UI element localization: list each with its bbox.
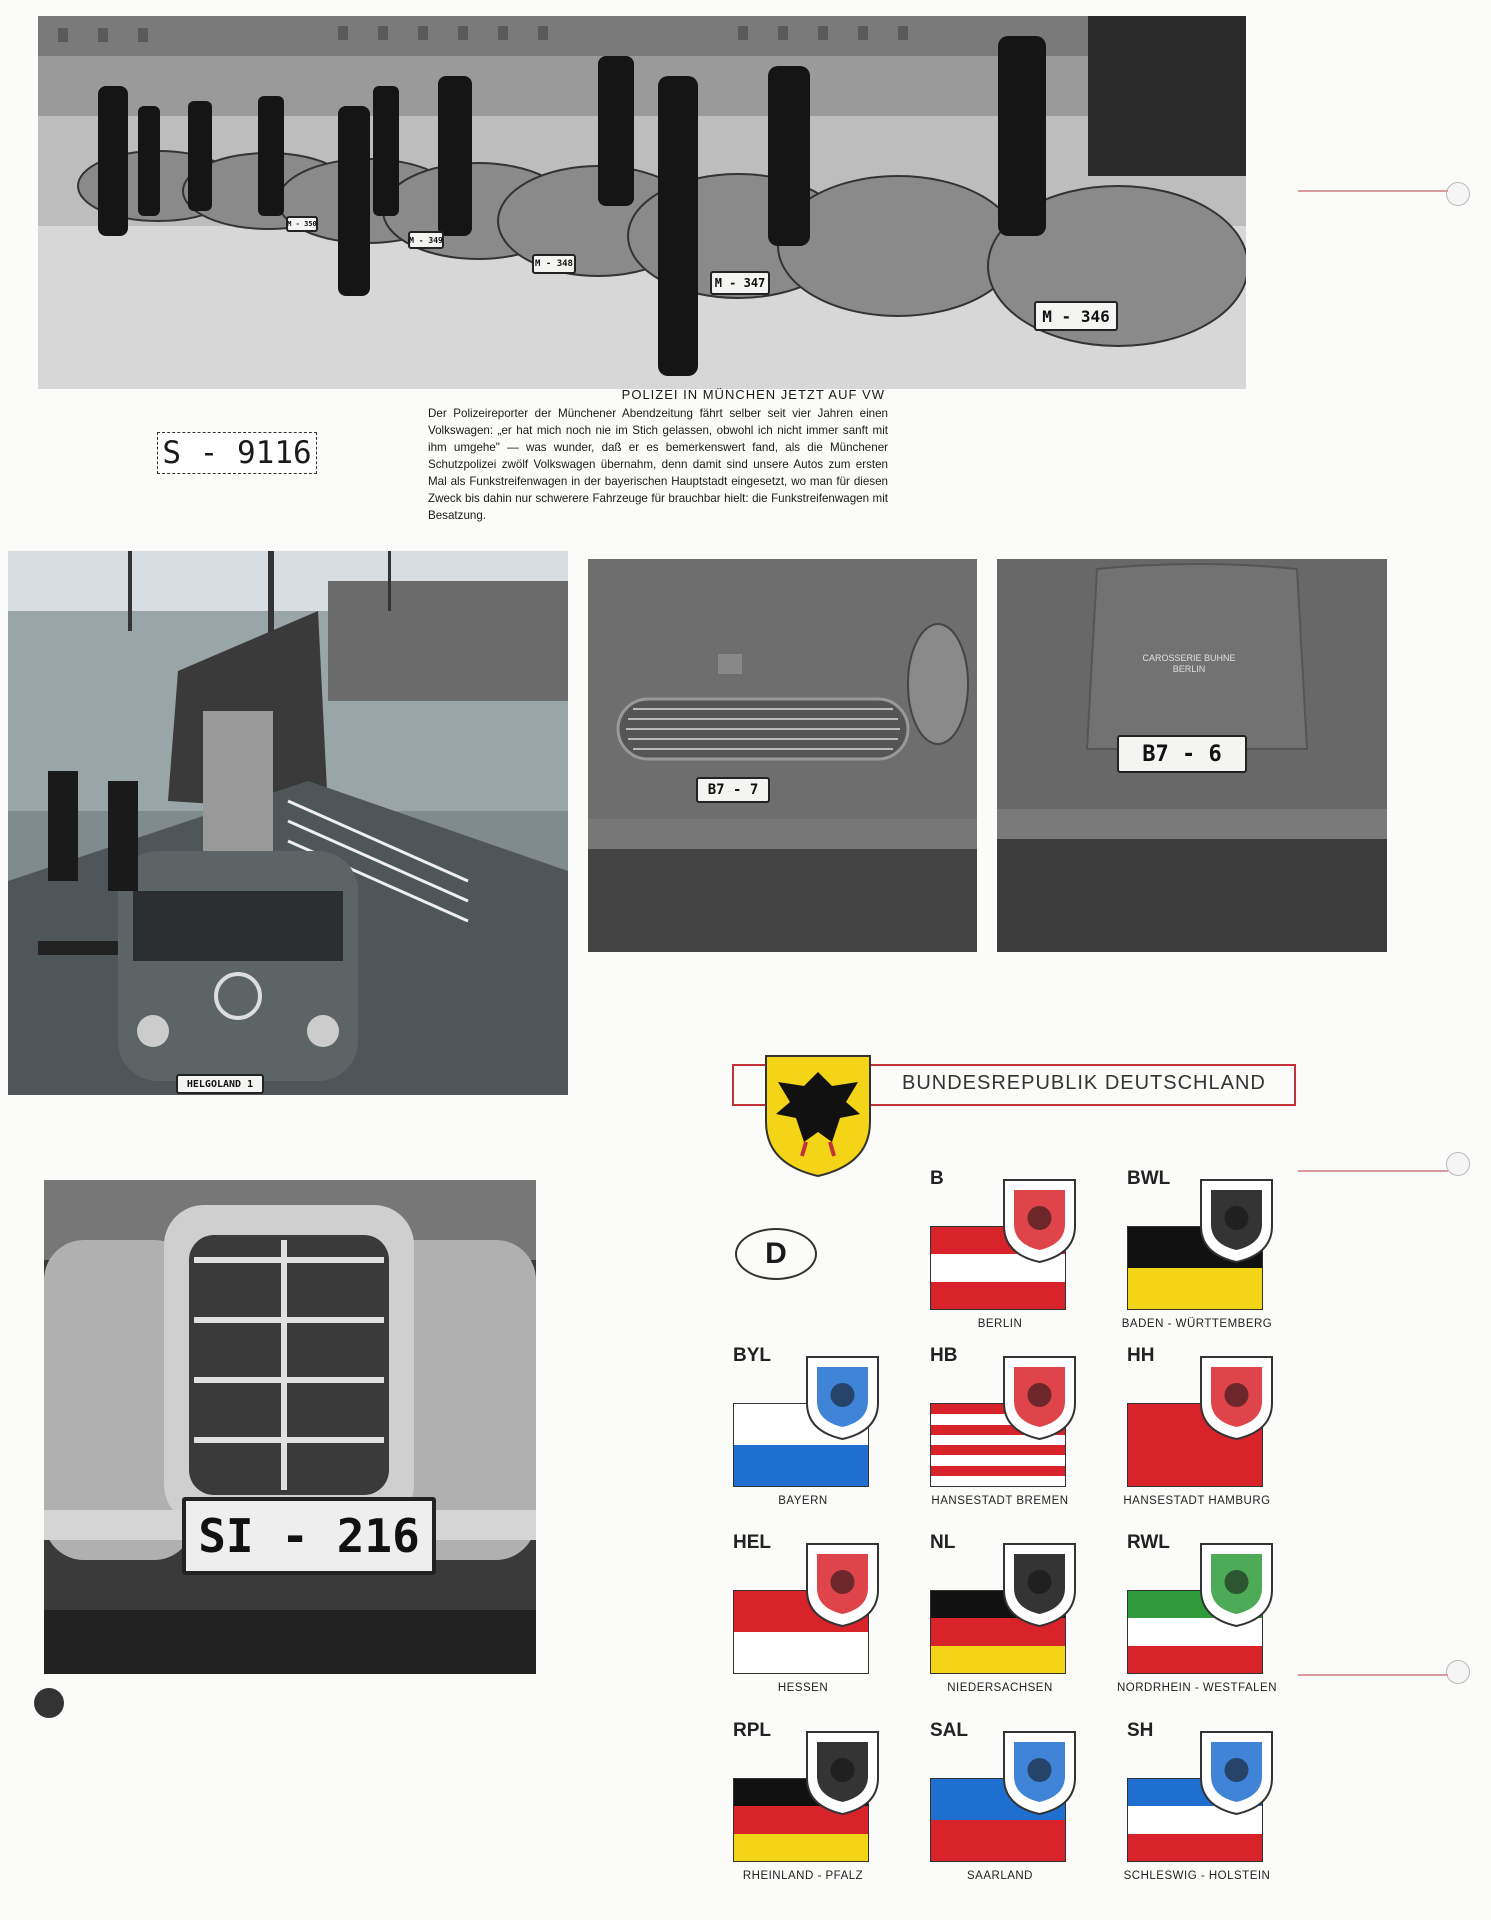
state-nl bbox=[930, 1532, 1070, 1702]
federal-eagle-icon bbox=[762, 1052, 874, 1178]
state-code: HB bbox=[930, 1345, 958, 1366]
state-rwl bbox=[1116, 1532, 1277, 1702]
plate-si-216: SI - 216 bbox=[182, 1497, 436, 1575]
state-bwl bbox=[1121, 1168, 1273, 1338]
oval-d-sticker: D bbox=[735, 1228, 817, 1280]
brd-title: BUNDESREPUBLIK DEUTSCHLAND bbox=[902, 1072, 1266, 1094]
helgoland-ship-photo bbox=[8, 551, 568, 1095]
state-name: BAYERN bbox=[778, 1495, 828, 1507]
plate-b7-6: B7 - 6 bbox=[1117, 735, 1247, 773]
state-code: RPL bbox=[733, 1720, 771, 1741]
state-byl bbox=[733, 1345, 873, 1515]
state-b bbox=[930, 1168, 1070, 1338]
coat-of-arms-icon bbox=[1199, 1730, 1274, 1816]
state-name: SCHLESWIG - HOLSTEIN bbox=[1123, 1870, 1271, 1882]
caption-title: POLIZEI IN MÜNCHEN JETZT AUF VW bbox=[621, 387, 885, 402]
state-name: HESSEN bbox=[777, 1682, 829, 1694]
state-name: SAARLAND bbox=[967, 1870, 1033, 1882]
punch-hole bbox=[1446, 1660, 1470, 1684]
state-code: SAL bbox=[930, 1720, 968, 1741]
state-name: HANSESTADT BREMEN bbox=[931, 1495, 1069, 1507]
state-code: BYL bbox=[733, 1345, 771, 1366]
coat-of-arms-icon bbox=[1002, 1178, 1077, 1264]
plate-m348: M - 348 bbox=[532, 254, 576, 274]
coat-of-arms-icon bbox=[1002, 1542, 1077, 1628]
state-name: BADEN - WÜRTTEMBERG bbox=[1121, 1318, 1273, 1330]
state-name: RHEINLAND - PFALZ bbox=[742, 1870, 864, 1882]
plate-b7-7: B7 - 7 bbox=[696, 777, 770, 803]
state-code: BWL bbox=[1127, 1168, 1171, 1189]
margin-mark bbox=[1298, 1170, 1448, 1172]
plate-m350: M - 350 bbox=[286, 216, 318, 232]
margin-mark bbox=[1298, 190, 1448, 192]
coat-of-arms-icon bbox=[1002, 1730, 1077, 1816]
plate-helgoland: HELGOLAND 1 bbox=[176, 1074, 264, 1094]
state-code: B bbox=[930, 1168, 944, 1189]
state-code: HH bbox=[1127, 1345, 1155, 1366]
coat-of-arms-icon bbox=[1199, 1542, 1274, 1628]
coat-of-arms-icon bbox=[1199, 1355, 1274, 1441]
state-sh bbox=[1123, 1720, 1271, 1890]
margin-mark bbox=[1298, 1674, 1448, 1676]
coat-of-arms-icon bbox=[805, 1355, 880, 1441]
police-vw-photo bbox=[38, 16, 1246, 389]
plate-m347: M - 347 bbox=[710, 271, 770, 295]
coat-of-arms-icon bbox=[1002, 1355, 1077, 1441]
coat-of-arms-icon bbox=[1199, 1178, 1274, 1264]
state-sal bbox=[930, 1720, 1070, 1890]
plate-m349: M - 349 bbox=[408, 231, 444, 249]
state-name: NORDRHEIN - WESTFALEN bbox=[1116, 1682, 1277, 1694]
plate-m346: M - 346 bbox=[1034, 301, 1118, 331]
state-code: HEL bbox=[733, 1532, 771, 1553]
state-rpl bbox=[733, 1720, 873, 1890]
punch-hole bbox=[1446, 1152, 1470, 1176]
state-code: NL bbox=[930, 1532, 956, 1553]
caption-text: Der Polizeireporter der Münchener Abendzeitung fährt selber seit vier Jahren einen Volkswagen: „er hat mich noch nie im Stich gelassen, obwohl ich nicht immer sanft mit ihm umgehe" — was wunder, daß er es bemerkenswert fand, als die Münchener Schutzpolizei zwölf Volkswagen übernahm, denn damit sind unsere Autos zum ersten Mal als Funkstreifenwagen in der bayerischen Hauptstadt eingesetzt, wo man für diesen Zweck bis dahin nur schwerere Fahrzeuge für brauchbar hielt: die Funkstreifenwagen mit Besatzung. bbox=[428, 407, 888, 522]
van-rear-photo bbox=[997, 559, 1387, 952]
state-hel bbox=[733, 1532, 873, 1702]
pin-mark bbox=[34, 1688, 64, 1718]
coat-of-arms-icon bbox=[805, 1730, 880, 1816]
state-hb bbox=[930, 1345, 1070, 1515]
coachbuilder-badge: CAROSSERIE BUHNE BERLIN bbox=[1142, 653, 1236, 674]
standalone-plate: S - 9116 bbox=[157, 432, 317, 474]
mercedes-photo bbox=[44, 1180, 536, 1674]
coat-of-arms-icon bbox=[805, 1542, 880, 1628]
state-name: NIEDERSACHSEN bbox=[947, 1682, 1053, 1694]
van-front-photo bbox=[588, 559, 977, 952]
state-code: RWL bbox=[1127, 1532, 1170, 1553]
state-hh bbox=[1123, 1345, 1271, 1515]
state-name: BERLIN bbox=[977, 1318, 1023, 1330]
state-code: SH bbox=[1127, 1720, 1154, 1741]
state-name: HANSESTADT HAMBURG bbox=[1123, 1495, 1271, 1507]
punch-hole bbox=[1446, 182, 1470, 206]
